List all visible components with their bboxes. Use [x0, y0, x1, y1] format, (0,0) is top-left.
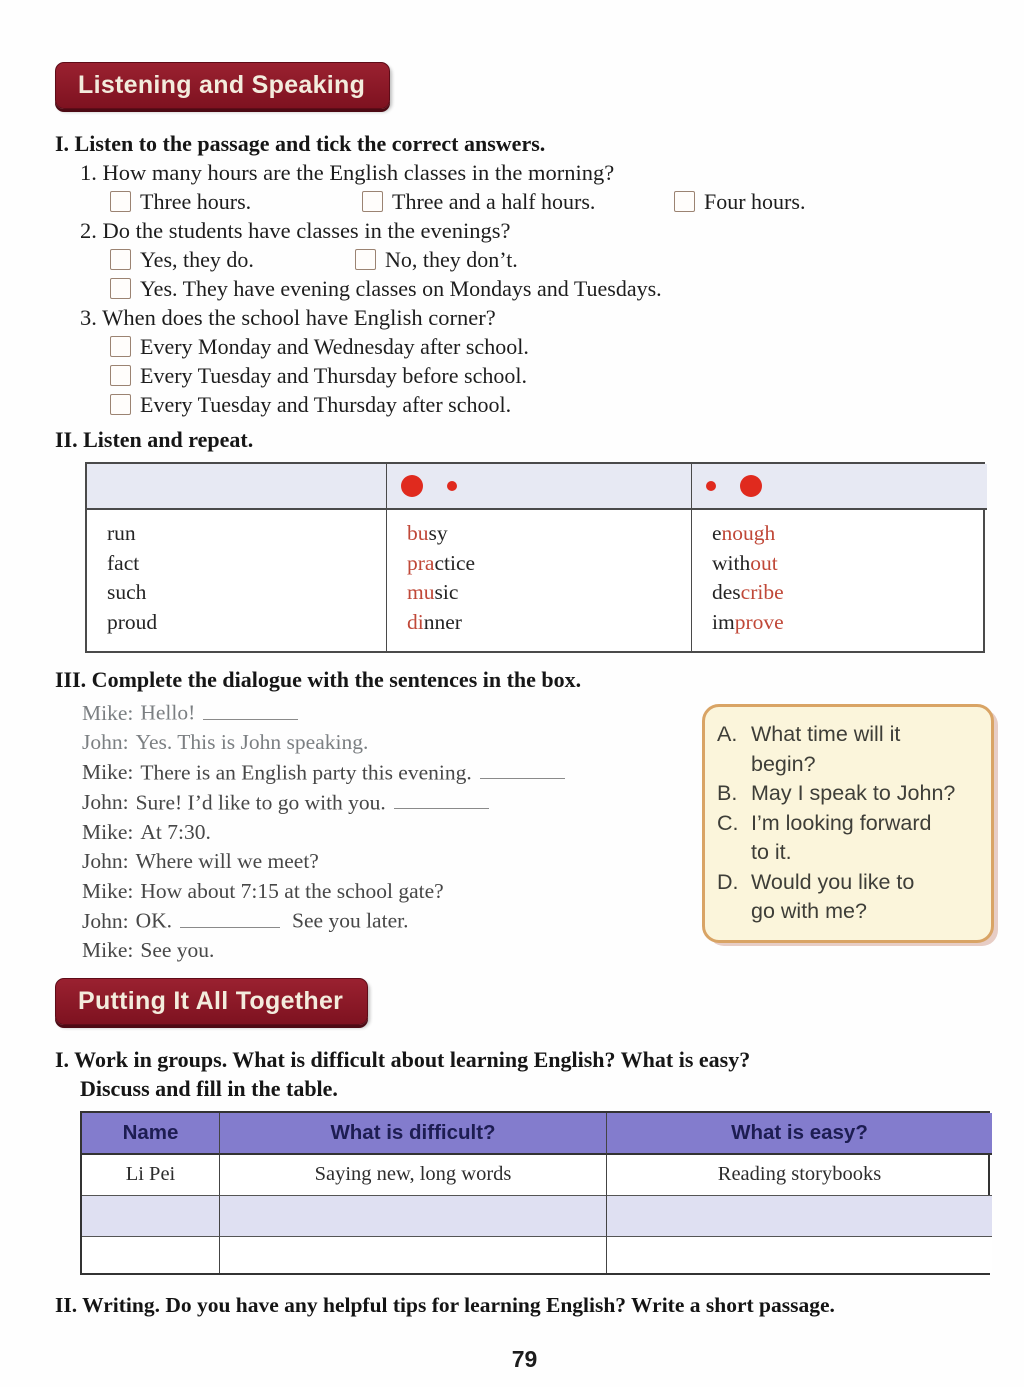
answer-checkbox[interactable]: [110, 191, 131, 212]
stress-dot-small-icon: [447, 481, 457, 491]
dialogue-section: [55, 698, 994, 966]
fill-blank[interactable]: [394, 788, 489, 810]
answer-checkbox[interactable]: [362, 191, 383, 212]
banner-putting-it-all-together: Putting It All Together: [55, 978, 368, 1025]
option: [674, 187, 805, 216]
stress-dot-large-icon: [740, 475, 762, 497]
option-label: Yes. They have evening classes on Mondays and Tuesdays.: [140, 276, 662, 301]
fill-blank[interactable]: [480, 758, 565, 780]
task-dialogue-title: III. Complete the dialogue with the sentences in the box.: [55, 667, 582, 692]
table-cell-difficult: Saying new, long words: [220, 1155, 607, 1196]
dialogue-line: John: Yes. This is John speaking.: [82, 730, 369, 754]
word: describe: [712, 580, 784, 604]
word: run: [107, 521, 136, 545]
option: [110, 245, 355, 274]
option-label: Three hours.: [140, 189, 252, 214]
answer-checkbox[interactable]: [110, 365, 131, 386]
option-label: No, they don’t.: [385, 247, 518, 272]
table-header-name: Name: [82, 1113, 220, 1155]
table-header-difficult: What is difficult?: [220, 1113, 607, 1155]
word: busy: [407, 521, 448, 545]
task-groups-title: I. Work in groups. What is difficult about learning English? What is easy?: [55, 1046, 751, 1072]
option: [110, 187, 362, 216]
answer-option-a: A. What time will it begin?: [717, 722, 901, 776]
pronunciation-table: [85, 462, 985, 653]
task-listen-title: I. Listen to the passage and tick the correct answers.: [55, 131, 546, 156]
task-repeat-title: II. Listen and repeat.: [55, 427, 254, 452]
dialogue-line: Mike: There is an English party this evening.: [82, 758, 702, 788]
dialogue-line: John: OK. See you later.: [82, 906, 702, 936]
dialogue-line: Mike: How about 7:15 at the school gate?: [82, 878, 444, 903]
fill-blank[interactable]: [203, 698, 298, 720]
question-3-options-row2: [110, 361, 994, 390]
table-cell-easy: Reading storybooks: [607, 1155, 992, 1196]
stress-header-stressed-unstressed: [387, 464, 692, 510]
table-cell-empty[interactable]: [220, 1237, 607, 1273]
sentence-answer-box: [702, 704, 994, 943]
table-cell-name: Li Pei: [82, 1155, 220, 1196]
option: [110, 332, 529, 361]
answer-checkbox[interactable]: [110, 249, 131, 270]
dialogue-line: Mike: Hello!: [82, 698, 702, 728]
answer-option-d: D. Would you like to go with me?: [717, 869, 915, 923]
option: [362, 187, 674, 216]
banner-listening-and-speaking: Listening and Speaking: [55, 62, 390, 109]
option: [110, 390, 511, 419]
dialogue: [82, 698, 702, 966]
question-3-options-row3: [110, 390, 994, 419]
option: [110, 361, 527, 390]
option-label: Yes, they do.: [140, 247, 254, 272]
question-2-options-row2: [110, 274, 994, 303]
question-1-options: [110, 187, 994, 216]
stress-dot-large-icon: [401, 475, 423, 497]
word: enough: [712, 521, 776, 545]
word: practice: [407, 550, 476, 575]
table-cell-empty[interactable]: [82, 1196, 220, 1237]
stress-dot-small-icon: [706, 481, 716, 491]
option-label: Every Tuesday and Thursday after school.: [140, 392, 512, 417]
table-cell-empty[interactable]: [82, 1237, 220, 1273]
dialogue-line: Mike: See you.: [82, 938, 215, 962]
table-cell-empty[interactable]: [607, 1196, 992, 1237]
answer-checkbox[interactable]: [674, 191, 695, 212]
table-header-easy: What is easy?: [607, 1113, 992, 1155]
option: [355, 245, 518, 274]
task-groups-title-line2: Discuss and fill in the table.: [80, 1075, 338, 1101]
task-writing-title: II. Writing. Do you have any helpful tips for learning English? Write a short passage.: [55, 1292, 835, 1317]
word: dinner: [407, 609, 462, 634]
stress-header-unstressed-stressed: [692, 464, 987, 510]
question-3: 3. When does the school have English corner?: [80, 305, 496, 330]
option: [110, 274, 662, 303]
word: fact: [107, 550, 140, 575]
word: improve: [712, 609, 784, 634]
dialogue-line: John: Where will we meet?: [82, 849, 319, 873]
answer-option-c: C. I’m looking forward to it.: [717, 810, 932, 864]
answer-checkbox[interactable]: [110, 394, 131, 415]
word: without: [712, 550, 778, 575]
stress-header-empty: [87, 464, 387, 510]
word: music: [407, 580, 459, 604]
answer-checkbox[interactable]: [355, 249, 376, 270]
word: proud: [107, 609, 158, 634]
option-label: Three and a half hours.: [392, 189, 596, 214]
dialogue-line: Mike: At 7:30.: [82, 819, 211, 844]
answer-checkbox[interactable]: [110, 278, 131, 299]
option-label: Four hours.: [704, 189, 806, 214]
question-2: 2. Do the students have classes in the evenings?: [80, 218, 511, 243]
answer-option-b: B. May I speak to John?: [717, 781, 956, 805]
question-2-options: [110, 245, 994, 274]
option-label: Every Tuesday and Thursday before school.: [140, 363, 527, 388]
word-column-first-stress: [387, 510, 692, 651]
table-cell-empty[interactable]: [220, 1196, 607, 1237]
word-column-monosyllables: [87, 510, 387, 651]
question-1: 1. How many hours are the English classes in the morning?: [80, 160, 615, 185]
word: such: [107, 580, 147, 604]
table-cell-empty[interactable]: [607, 1237, 992, 1273]
question-3-options-row1: [110, 332, 994, 361]
page-number: 79: [511, 1345, 538, 1372]
option-label: Every Monday and Wednesday after school.: [140, 334, 529, 359]
answer-checkbox[interactable]: [110, 336, 131, 357]
dialogue-line: John: Sure! I’d like to go with you.: [82, 788, 702, 818]
word-column-second-stress: [692, 510, 987, 651]
fill-in-table: [80, 1111, 990, 1275]
fill-blank[interactable]: [180, 906, 280, 928]
